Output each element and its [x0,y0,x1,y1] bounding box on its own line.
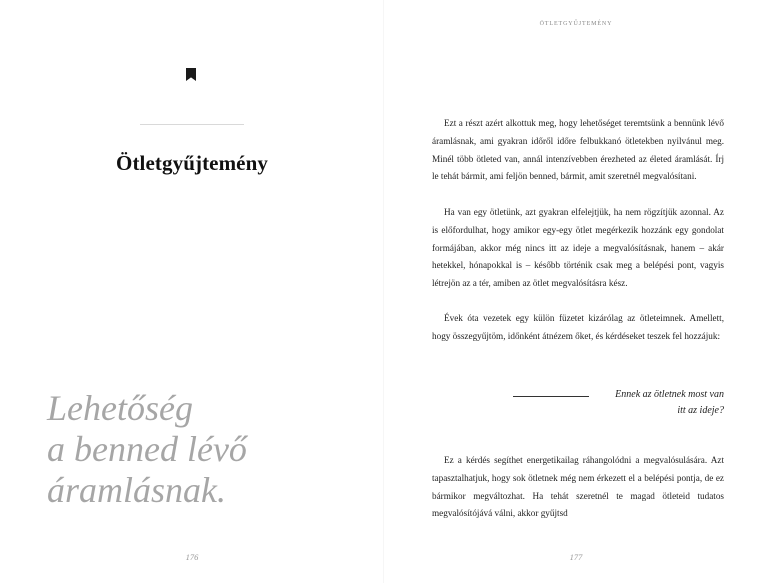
chapter-title: Ötletgyűjtemény [116,151,268,175]
pull-quote-line: a benned lévő [47,429,247,469]
page-number-left: 176 [185,552,199,562]
page-number-right: 177 [569,552,583,562]
body-paragraph [432,204,724,293]
pull-quote-line: áramlásnak. [47,470,226,510]
bookmark-icon [186,68,196,81]
title-divider [140,124,244,125]
paragraph-text: Évek óta vezetek egy külön füzetet kizárólag az ötleteimnek. Amellett, hogy összegyűjtöm, időnként átnézem őket, és kérdéseket teszek fel hozzájuk: [432,313,724,341]
reflection-question [432,387,724,423]
paragraph-text: Ez a kérdés segíthet energetikailag ráhangolódni a megvalósulására. Azt tapasztalhatjuk, hogy sok ötletnek még nem érkezett el a belépési pontja, de ez bármikor megváltozhat. Ha tehát szeretnél te magad ötleteid tudatos megvalósítójává válni, akkor gyűjtsd [432,455,724,519]
question-line: Ennek az ötletnek most van [615,389,724,400]
running-head: ÖTLETGYŰJTEMÉNY [539,21,613,27]
paragraph-text: Ezt a részt azért alkottuk meg, hogy lehetőséget teremtsünk a bennünk lévő áramlásnak, ami gyakran időről időre felbukkanó ötletekben nyilvánul meg. Minél több ötleted van, annál intenzívebben érezheted az életed áramlását. Írj le tehát bármit, ami feljön benned, bármit, amit szeretnél megvalósítani. [432,118,724,182]
pull-quote-line: Lehetőség [47,388,193,428]
body-paragraph [432,115,724,186]
question-rule [513,396,589,397]
body-paragraph [432,452,724,523]
pull-quote [47,388,367,511]
right-page [384,0,768,583]
question-line: itt az ideje? [677,404,724,416]
body-paragraph [432,310,724,346]
paragraph-text: Ha van egy ötletünk, azt gyakran elfelejtjük, ha nem rögzítjük azonnal. Az is előfordulhat, hogy amikor egy-egy ötlet megérkezik hozzánk egy gondolat formájában, akkor még nincs itt az ideje a megvalósításnak, hanem – akár hetekkel, hónapokkal is – később történik csak meg a belépési pont, vagyis létrejön az a tér, amiben az ötlet megvalósításra kész. [432,207,724,289]
question-text [615,387,724,418]
